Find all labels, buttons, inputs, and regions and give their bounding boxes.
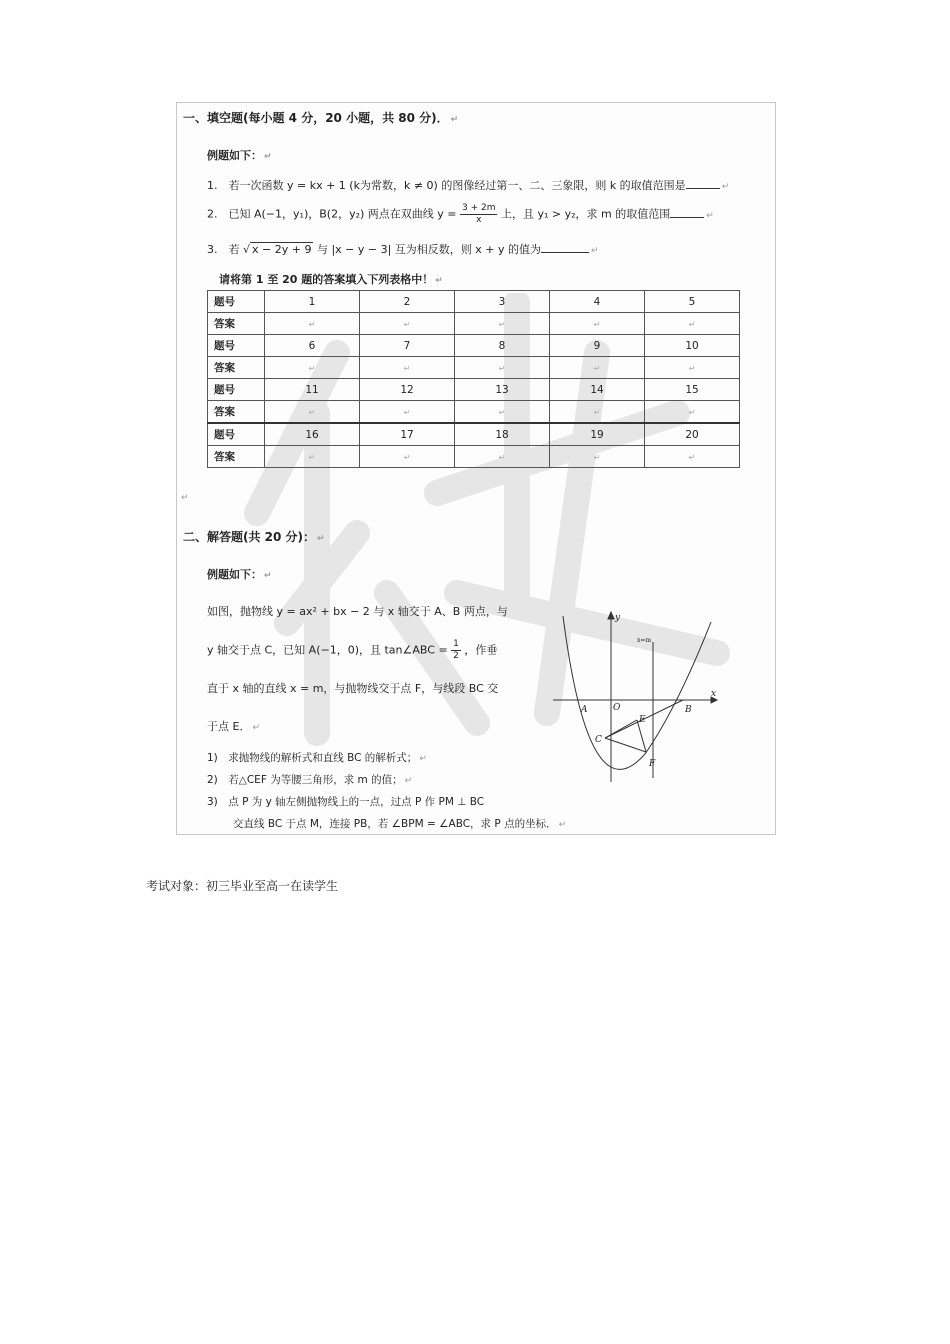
question-3: 3. 若 √ x − 2y + 9 与 |x − y − 3| 互为相反数，则 x + y 的值为 ↵	[207, 243, 599, 256]
question-number-cell: 4	[550, 291, 645, 313]
row-label-question: 题号	[208, 423, 265, 446]
answer-cell[interactable]: ↵	[455, 357, 550, 379]
question-2: 2. 已知 A(−1，y₁)，B(2，y₂) 两点在双曲线 y = $\frac{3 + 2m}{x}$ 上，且 y₁ > y₂，求 m 的取值范围 ↵	[207, 203, 714, 225]
table-row-answers	[208, 446, 740, 468]
table-row-numbers	[208, 291, 740, 313]
question-number-cell: 16	[265, 423, 360, 446]
answer-cell[interactable]: ↵	[455, 313, 550, 335]
parabola-figure	[549, 608, 725, 783]
answer-cell[interactable]: ↵	[550, 446, 645, 468]
subquestion-2: 2) 若△CEF 为等腰三角形，求 m 的值； ↵	[207, 774, 413, 786]
question-number-cell: 5	[645, 291, 740, 313]
answer-cell[interactable]: ↵	[455, 401, 550, 424]
subquestion-1: 1) 求抛物线的解析式和直线 BC 的解析式； ↵	[207, 752, 427, 764]
table-row-numbers	[208, 423, 740, 446]
problem-line-3: 直于 x 轴的直线 x = m，与抛物线交于点 F，与线段 BC 交	[207, 682, 499, 695]
table-row-answers	[208, 313, 740, 335]
answer-cell[interactable]: ↵	[265, 446, 360, 468]
row-label-answer: 答案	[208, 357, 265, 379]
question-number-cell: 14	[550, 379, 645, 401]
question-number-cell: 6	[265, 335, 360, 357]
row-label-answer: 答案	[208, 313, 265, 335]
label-b: B	[685, 705, 692, 715]
table-row-answers	[208, 401, 740, 424]
answer-cell[interactable]: ↵	[265, 357, 360, 379]
table-row-answers	[208, 357, 740, 379]
answer-cell[interactable]: ↵	[360, 313, 455, 335]
answer-cell[interactable]: ↵	[645, 357, 740, 379]
exam-target-caption: 考试对象：初三毕业至高一在读学生	[146, 879, 339, 893]
label-x: x	[711, 689, 717, 699]
question-1: 1. 若一次函数 y = kx + 1 (k为常数，k ≠ 0) 的图像经过第一、二、三象限，则 k 的取值范围是 ↵	[207, 179, 730, 192]
answer-cell[interactable]: ↵	[550, 401, 645, 424]
table-row-numbers	[208, 335, 740, 357]
problem-line-1: 如图，抛物线 y = ax² + bx − 2 与 x 轴交于 A、B 两点，与	[207, 605, 508, 618]
tan-fraction: $\frac{1}{2}$	[453, 639, 459, 661]
label-e: E	[639, 715, 646, 725]
table-row-numbers	[208, 379, 740, 401]
question-number-cell: 18	[455, 423, 550, 446]
return-mark: ↵	[181, 493, 189, 503]
section1-example-label: 例题如下： ↵	[207, 149, 272, 162]
exam-sheet-image	[176, 102, 776, 835]
answer-cell[interactable]: ↵	[645, 313, 740, 335]
section2-example-label: 例题如下： ↵	[207, 568, 272, 581]
question-number-cell: 7	[360, 335, 455, 357]
question-number-cell: 15	[645, 379, 740, 401]
question-number-cell: 1	[265, 291, 360, 313]
problem-line-4: 于点 E． ↵	[207, 720, 260, 733]
subquestion-3a: 3) 点 P 为 y 轴左侧抛物线上的一点，过点 P 作 PM ⊥ BC	[207, 796, 485, 808]
label-line: x=m	[637, 637, 652, 644]
question-number-cell: 13	[455, 379, 550, 401]
question-number-cell: 19	[550, 423, 645, 446]
question-number-cell: 11	[265, 379, 360, 401]
label-y: y	[615, 613, 621, 623]
problem-line-2: y 轴交于点 C，已知 A(−1，0)，且 tan∠ABC = $\frac{1}{2}$ ，作垂	[207, 639, 498, 661]
section2-title: 二、解答题(共 20 分)： ↵	[183, 530, 325, 544]
label-o: O	[613, 703, 621, 713]
q2-fraction: $\frac{3 + 2m}{x}$	[462, 203, 496, 225]
answer-cell[interactable]: ↵	[550, 313, 645, 335]
label-a: A	[581, 705, 588, 715]
question-number-cell: 2	[360, 291, 455, 313]
question-number-cell: 10	[645, 335, 740, 357]
answer-cell[interactable]: ↵	[360, 401, 455, 424]
row-label-question: 题号	[208, 335, 265, 357]
question-number-cell: 9	[550, 335, 645, 357]
question-number-cell: 17	[360, 423, 455, 446]
answer-cell[interactable]: ↵	[550, 357, 645, 379]
row-label-question: 题号	[208, 379, 265, 401]
answer-cell[interactable]: ↵	[455, 446, 550, 468]
answer-table	[207, 290, 740, 468]
subquestion-3b: 交直线 BC 于点 M，连接 PB，若 ∠BPM = ∠ABC，求 P 点的坐标． ↵	[233, 818, 567, 830]
segment-ce	[605, 720, 637, 738]
answer-cell[interactable]: ↵	[360, 446, 455, 468]
row-label-answer: 答案	[208, 446, 265, 468]
answer-cell[interactable]: ↵	[645, 401, 740, 424]
question-number-cell: 3	[455, 291, 550, 313]
row-label-answer: 答案	[208, 401, 265, 424]
answer-cell[interactable]: ↵	[645, 446, 740, 468]
question-number-cell: 8	[455, 335, 550, 357]
answer-table-title: 请将第 1 至 20 题的答案填入下列表格中！ ↵	[219, 273, 443, 286]
answer-cell[interactable]: ↵	[265, 313, 360, 335]
answer-cell[interactable]: ↵	[265, 401, 360, 424]
label-f: F	[649, 759, 656, 769]
question-number-cell: 20	[645, 423, 740, 446]
question-number-cell: 12	[360, 379, 455, 401]
answer-cell[interactable]: ↵	[360, 357, 455, 379]
section1-title: 一、填空题(每小题 4 分，20 小题，共 80 分)． ↵	[183, 111, 459, 125]
label-c: C	[595, 735, 602, 745]
row-label-question: 题号	[208, 291, 265, 313]
